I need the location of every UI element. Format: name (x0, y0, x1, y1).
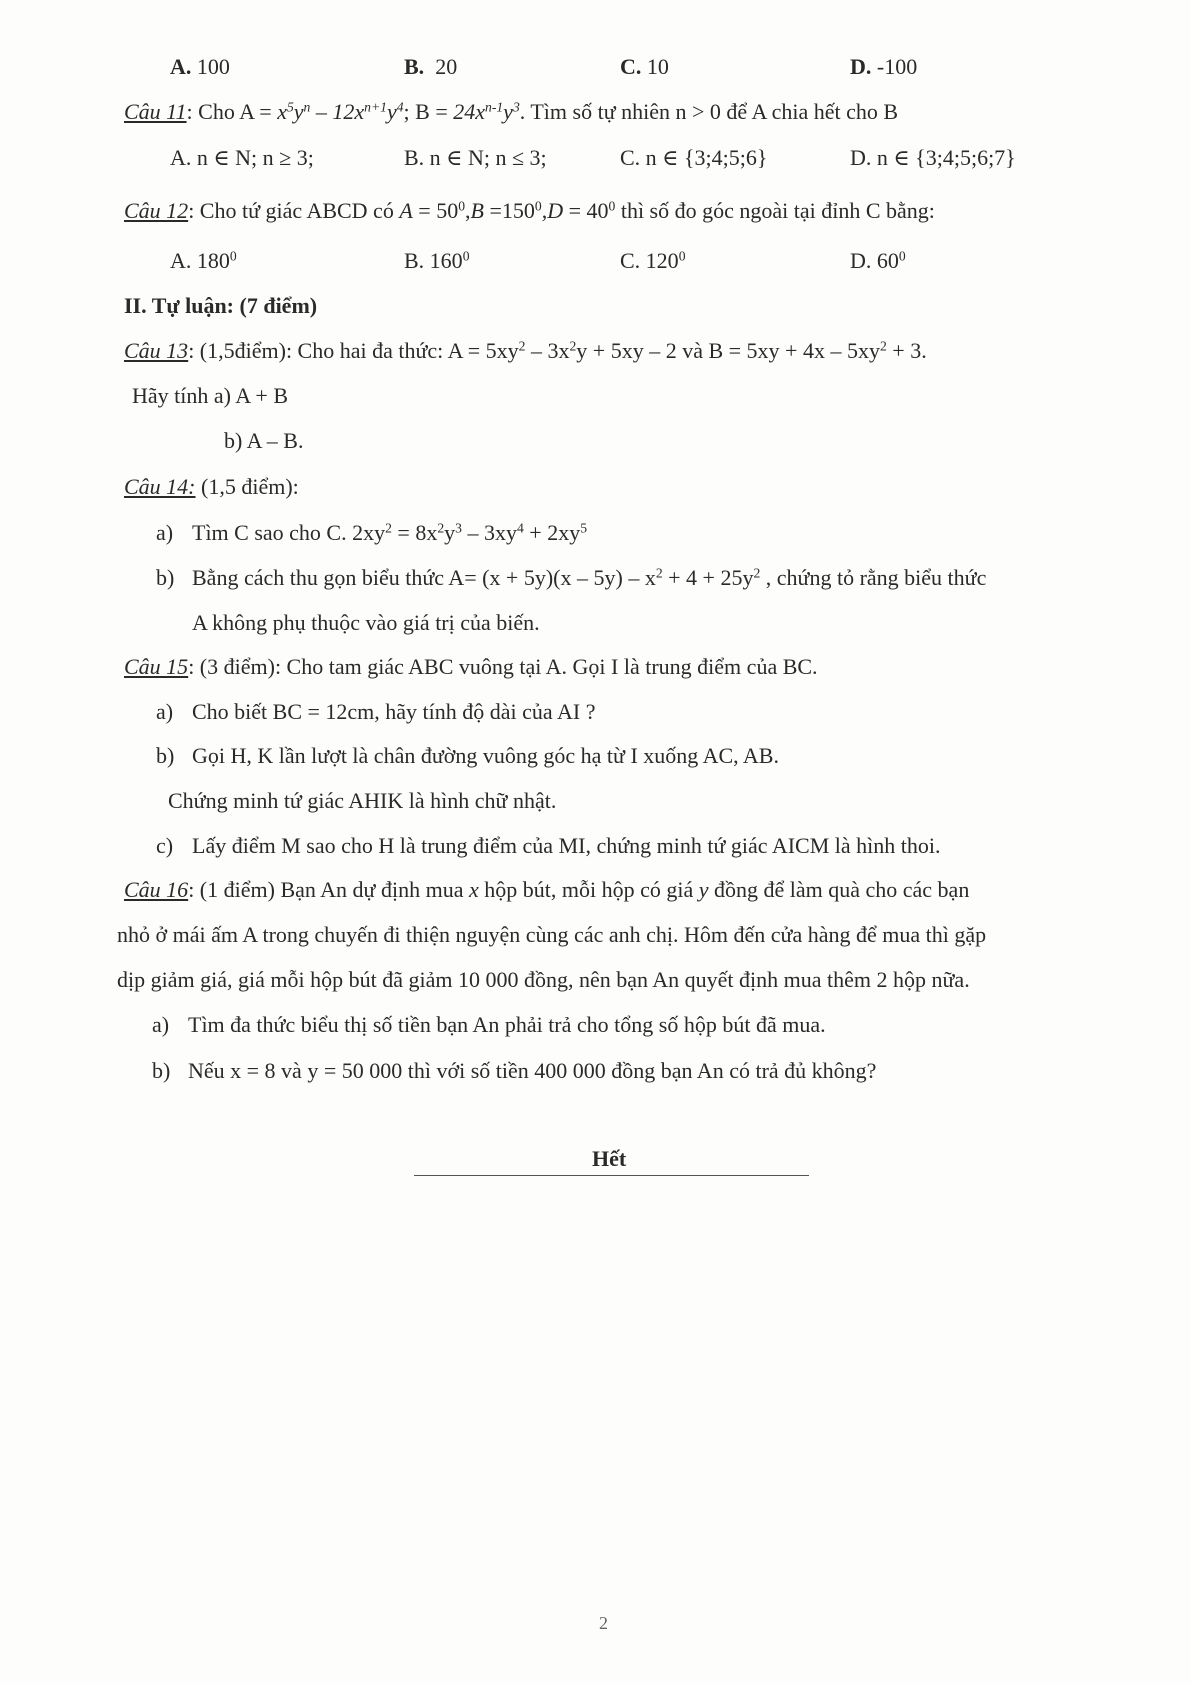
q15-c-text: Lấy điểm M sao cho H là trung điểm của MI, chứng minh tứ giác AICM là hình thoi. (192, 833, 941, 858)
q13-polynomials: $A = 5xy^2 - 3x^2y + 5xy - 2$ và $B = 5xy + 4x - 5xy^2 + 3$. (447, 338, 927, 363)
q14-b-text: Bằng cách thu gọn biểu thức $A= (x + 5y)(x - 5y) - x^2 + 4 + 25y^2$ , chứng tỏ rằng biểu thức (192, 565, 987, 590)
q15-a-label: a) (156, 699, 174, 724)
q14-a-text: Tìm C sao cho C. $2xy^2 = 8x^2y^3 - 3xy^4 + 2xy^5$ (192, 520, 588, 545)
end-divider (414, 1175, 809, 1176)
q15-stem: Câu 15: (3 điểm): Cho tam giác ABC vuông tại A. Gọi I là trung điểm của BC. (124, 654, 818, 679)
q14-stem: Câu 14: (1,5 điểm): (124, 474, 299, 499)
q11-formula: $x^5y^n - 12x^{n+1}y^4$ (277, 99, 404, 124)
page-number: 2 (599, 1613, 608, 1633)
q12-option-a: A. $180^0$ (170, 248, 237, 273)
q11-option-d: D. n ∈ {3;4;5;6;7} (850, 145, 1016, 170)
q10-option-a: A. 100 (170, 54, 230, 79)
q16-a-text: Tìm đa thức biểu thị số tiền bạn An phải trả cho tổng số hộp bút đã mua. (188, 1012, 826, 1037)
q15-a-text: Cho biết BC = 12cm, hãy tính độ dài của AI ? (192, 699, 596, 724)
q14-a-label: a) (156, 520, 174, 545)
q14-label: Câu 14: (124, 474, 196, 499)
q15-label: Câu 15 (124, 654, 189, 679)
q16-b-label: b) (152, 1058, 171, 1083)
q11-stem: Câu 11: Cho $A = x^5y^n - 12x^{n+1}y^4$; $B = 24x^{n-1}y^3$. Tìm số tự nhiên n > 0 để A chia hết cho B (124, 99, 899, 124)
q12-option-c: C. $120^0$ (620, 248, 686, 273)
q13-ask-a: Hãy tính a) A + B (132, 383, 289, 408)
q15-b-line2: Chứng minh tứ giác AHIK là hình chữ nhật. (168, 788, 557, 813)
q11-option-a: A. n ∈ N; n ≥ 3; (170, 145, 314, 170)
q13-ask-b: b) A – B. (224, 428, 304, 453)
end-marker: Hết (592, 1146, 627, 1171)
q16-b-text: Nếu x = 8 và y = 50 000 thì với số tiền 400 000 đồng bạn An có trả đủ không? (188, 1058, 877, 1083)
q16-label: Câu 16 (124, 877, 189, 902)
q13-label: Câu 13 (124, 338, 189, 363)
q11-option-c: C. n ∈ {3;4;5;6} (620, 145, 768, 170)
q11-label: Câu 11 (124, 99, 187, 124)
q12-option-b: B. $160^0$ (404, 248, 470, 273)
q14-b-label: b) (156, 565, 175, 590)
q15-c-label: c) (156, 833, 174, 858)
q10-option-b: B. 20 (404, 54, 458, 79)
q10-option-d: D. -100 (850, 54, 918, 79)
q12-label: Câu 12 (124, 198, 189, 223)
q16-a-label: a) (152, 1012, 170, 1037)
section-essay-heading: II. Tự luận: (7 điểm) (124, 293, 318, 318)
q11-option-b: B. n ∈ N; n ≤ 3; (404, 145, 547, 170)
q15-b-text: Gọi H, K lần lượt là chân đường vuông góc hạ từ I xuống AC, AB. (192, 743, 779, 768)
q12-option-d: D. $60^0$ (850, 248, 906, 273)
q12-stem: Câu 12: Cho tứ giác ABCD có $A = 50^0,B =150^0,D = 40^0$ thì số đo góc ngoài tại đỉnh C bằng: (124, 198, 935, 223)
q15-b-label: b) (156, 743, 175, 768)
q13-stem: Câu 13: (1,5điểm): Cho hai đa thức: $A = 5xy^2 - 3x^2y + 5xy - 2$ và $B = 5xy + 4x - 5xy^2 + 3$. (124, 338, 927, 363)
q16-line3: dịp giảm giá, giá mỗi hộp bút đã giảm 10 000 đồng, nên bạn An quyết định mua thêm 2 hộp nữa. (117, 967, 970, 992)
q14-b-line2: A không phụ thuộc vào giá trị của biến. (192, 610, 540, 635)
q12-angles: A (399, 198, 413, 223)
q16-stem: Câu 16: (1 điểm) Bạn An dự định mua x hộp bút, mỗi hộp có giá y đồng để làm quà cho các bạn (124, 877, 970, 902)
q10-option-c: C. 10 (620, 54, 669, 79)
q16-line2: nhỏ ở mái ấm A trong chuyến đi thiện nguyện cùng các anh chị. Hôm đến cửa hàng để mua thì gặp (117, 922, 987, 947)
